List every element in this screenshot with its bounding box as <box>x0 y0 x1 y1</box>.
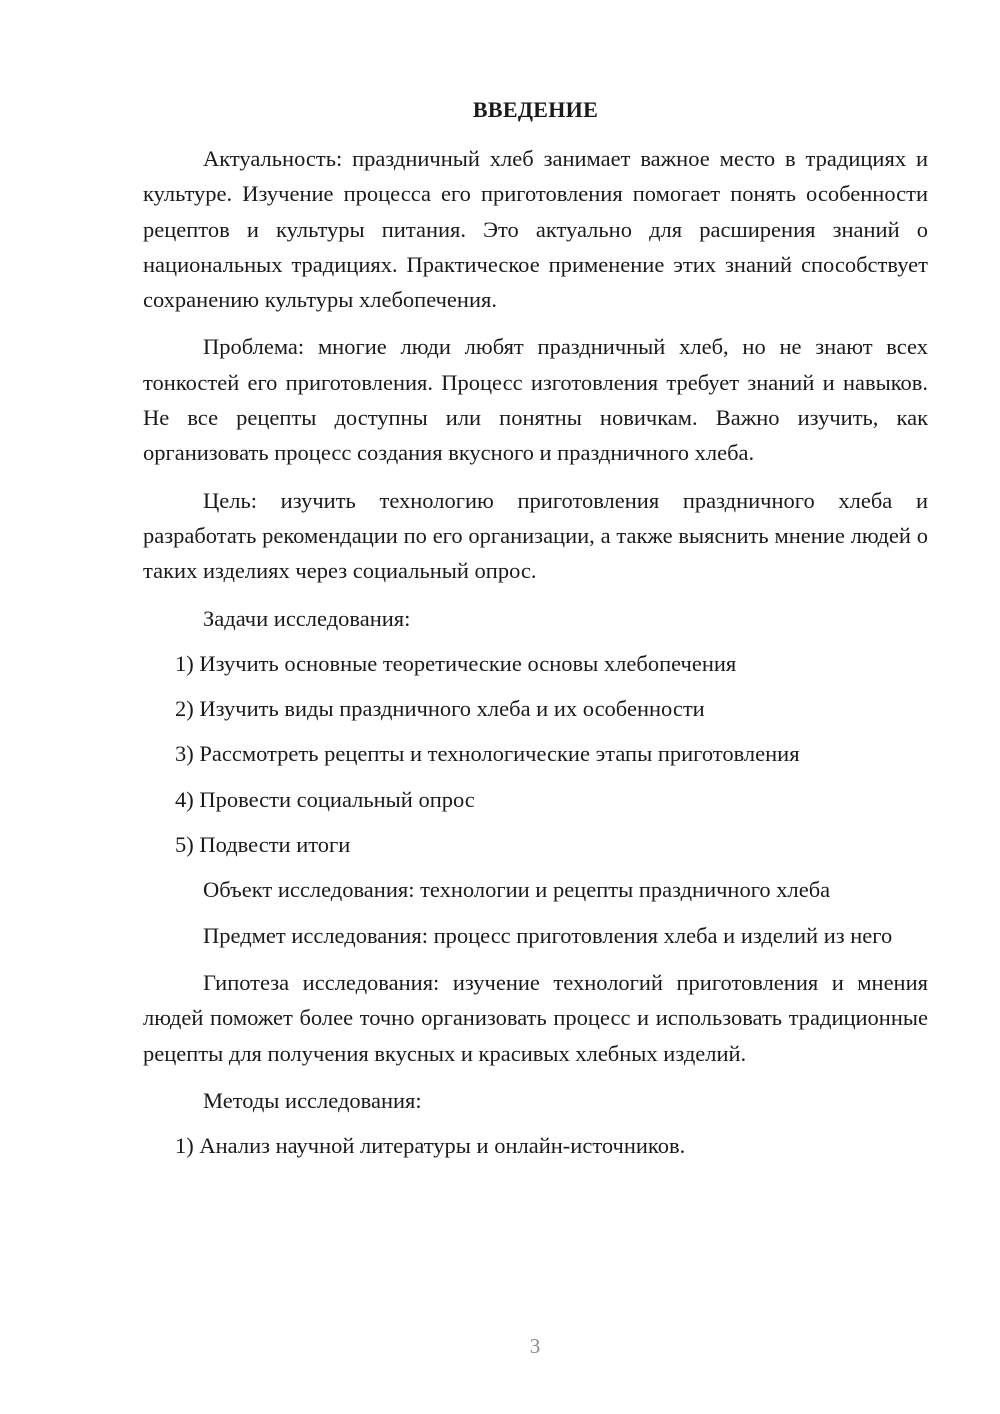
subject-paragraph: Предмет исследования: процесс приготовления хлеба и изделий из него <box>203 922 893 948</box>
problem-paragraph: Проблема: многие люди любят праздничный хлеб, но не знают всех тонкостей его приготовления. Процесс изготовления требует знаний и навыков. Не все рецепты доступны или понятны новичкам. Важно изучить, как организовать процесс создания вкусного и праздничного хлеба. <box>143 334 928 466</box>
page-content <box>143 92 928 1173</box>
list-item: 1) Анализ научной литературы и онлайн-источников. <box>175 1133 686 1159</box>
tasks-list <box>143 646 928 862</box>
list-item: 4) Провести социальный опрос <box>175 786 475 812</box>
list-item: 3) Рассмотреть рецепты и технологические этапы приготовления <box>175 741 800 767</box>
tasks-heading: Задачи исследования: <box>203 605 411 631</box>
list-item: 1) Изучить основные теоретические основы хлебопечения <box>175 650 737 676</box>
methods-heading: Методы исследования: <box>203 1087 422 1113</box>
list-item: 5) Подвести итоги <box>175 832 351 858</box>
page-number: 3 <box>529 1334 541 1358</box>
object-paragraph: Объект исследования: технологии и рецепты праздничного хлеба <box>203 877 831 903</box>
hypothesis-paragraph: Гипотеза исследования: изучение технологий приготовления и мнения людей поможет более точно организовать процесс и использовать традиционные рецепты для получения вкусных и красивых хлебных изделий. <box>143 969 928 1066</box>
methods-list <box>143 1128 928 1163</box>
page-title: ВВЕДЕНИЕ <box>472 97 599 122</box>
goal-paragraph: Цель: изучить технологию приготовления праздничного хлеба и разработать рекомендации по его организации, а также выяснить мнение людей о таких изделиях через социальный опрос. <box>143 487 928 584</box>
relevance-paragraph: Актуальность: праздничный хлеб занимает важное место в традициях и культуре. Изучение процесса его приготовления помогает понять особенности рецептов и культуры питания. Это актуально для расширения знаний о национальных традициях. Практическое применение этих знаний способствует сохранению культуры хлебопечения. <box>143 146 928 313</box>
list-item: 2) Изучить виды праздничного хлеба и их особенности <box>175 696 705 722</box>
